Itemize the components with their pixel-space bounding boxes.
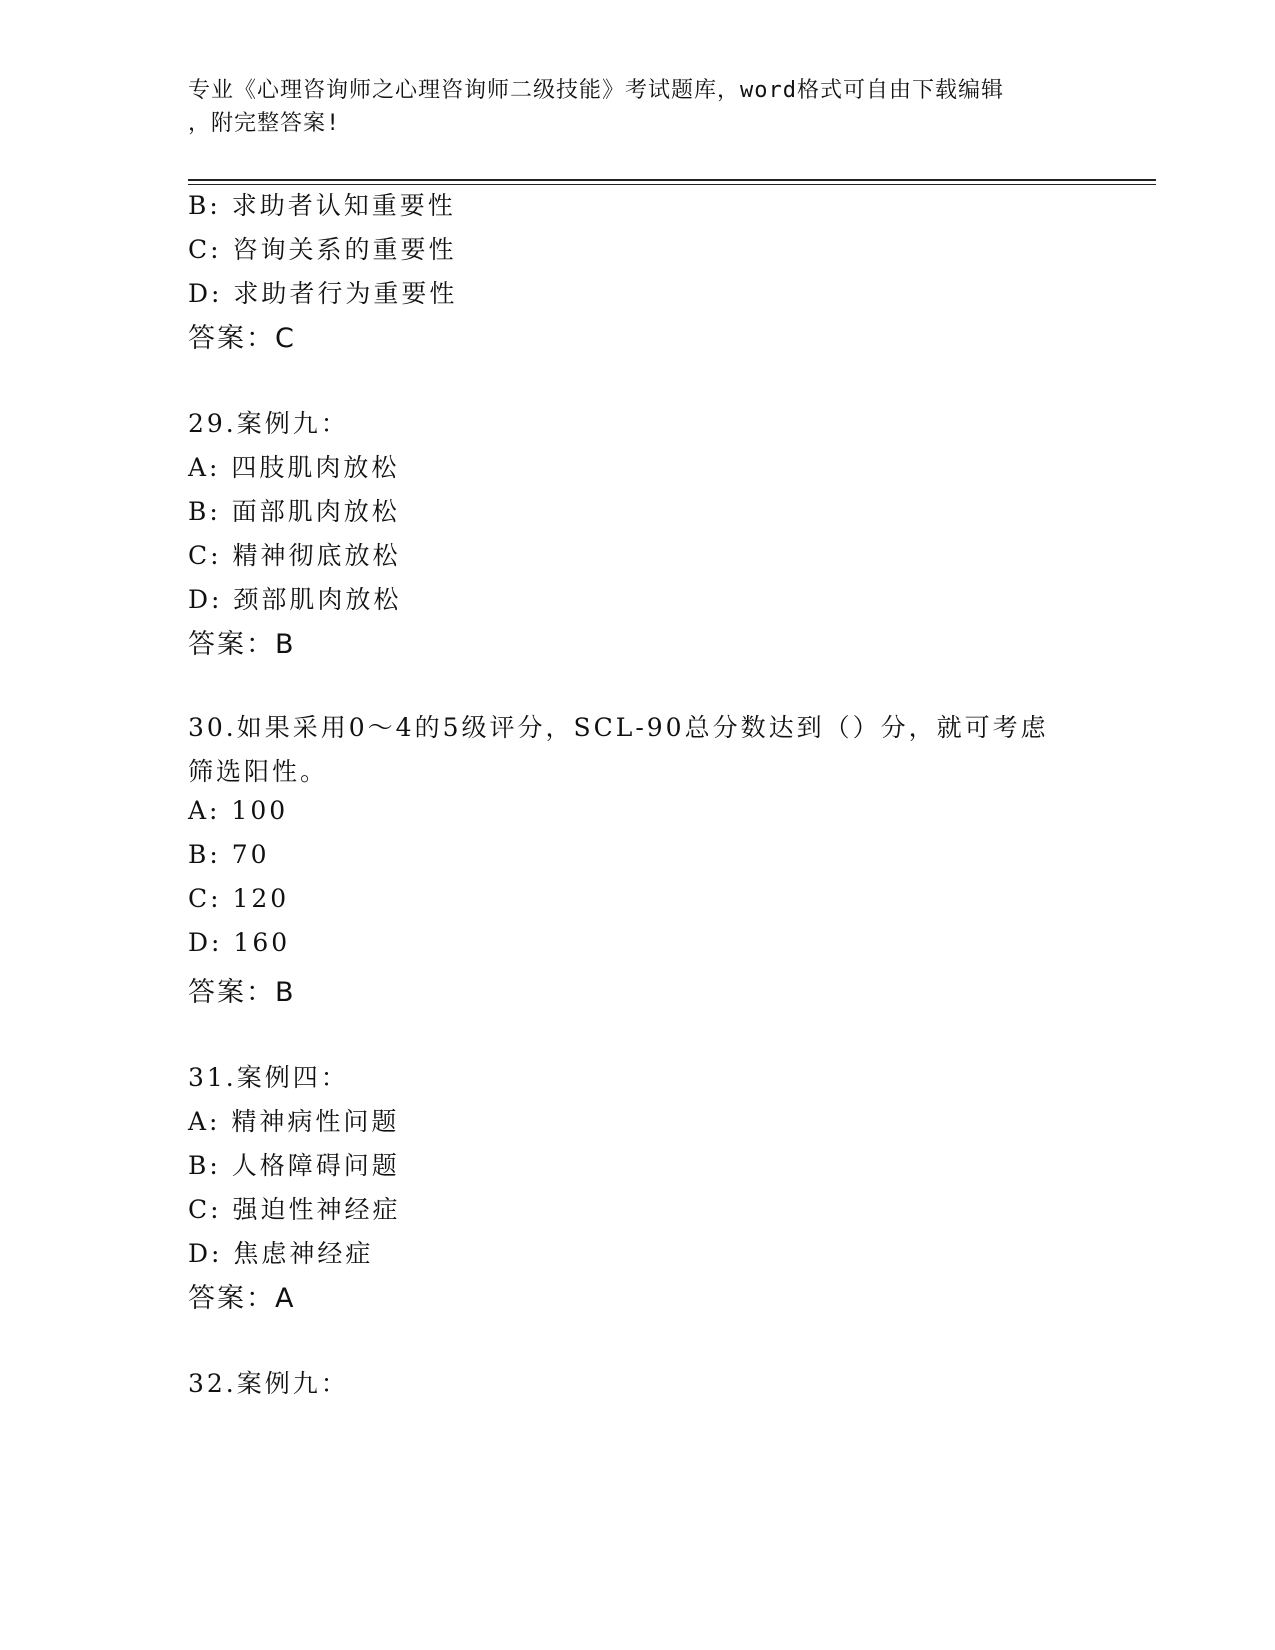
q30-option-d: D: 160 xyxy=(188,928,291,957)
q31-answer: 答案：A xyxy=(188,1283,296,1314)
q29-option-a: A: 四肢肌肉放松 xyxy=(188,453,400,482)
q31-option-b: B: 人格障碍问题 xyxy=(188,1151,400,1180)
q31-option-a: A: 精神病性问题 xyxy=(188,1107,400,1136)
q28-option-c: C: 咨询关系的重要性 xyxy=(188,235,457,264)
q29-option-b: B: 面部肌肉放松 xyxy=(188,497,400,526)
q32-stem: 32.案例九： xyxy=(188,1369,349,1398)
q29-stem: 29.案例九： xyxy=(188,409,349,438)
q30-option-a: A: 100 xyxy=(188,796,289,825)
q30-answer: 答案：B xyxy=(188,977,296,1008)
q28-answer: 答案：C xyxy=(188,323,296,354)
header-divider-thin xyxy=(188,184,1156,185)
q31-option-d: D: 焦虑神经症 xyxy=(188,1239,374,1268)
q31-stem: 31.案例四： xyxy=(188,1063,349,1092)
q28-option-b: B: 求助者认知重要性 xyxy=(188,191,456,220)
q29-option-d: D: 颈部肌肉放松 xyxy=(188,585,402,614)
q28-option-d: D: 求助者行为重要性 xyxy=(188,279,458,308)
q30-option-c: C: 120 xyxy=(188,884,290,913)
q31-option-c: C: 强迫性神经症 xyxy=(188,1195,401,1224)
q30-stem-line-2: 筛选阳性。 xyxy=(188,757,329,786)
q29-answer: 答案：B xyxy=(188,629,296,660)
q30-stem-line-1: 30.如果采用0～4的5级评分，SCL-90总分数达到（）分，就可考虑 xyxy=(188,713,1049,742)
q29-option-c: C: 精神彻底放松 xyxy=(188,541,401,570)
document-header xyxy=(188,74,1068,140)
q30-option-b: B: 70 xyxy=(188,840,270,869)
header-divider-thick xyxy=(188,179,1156,181)
header-line-2: ，附完整答案! xyxy=(188,111,341,136)
header-line-1: 专业《心理咨询师之心理咨询师二级技能》考试题库，word格式可自由下载编辑 xyxy=(188,78,1004,103)
